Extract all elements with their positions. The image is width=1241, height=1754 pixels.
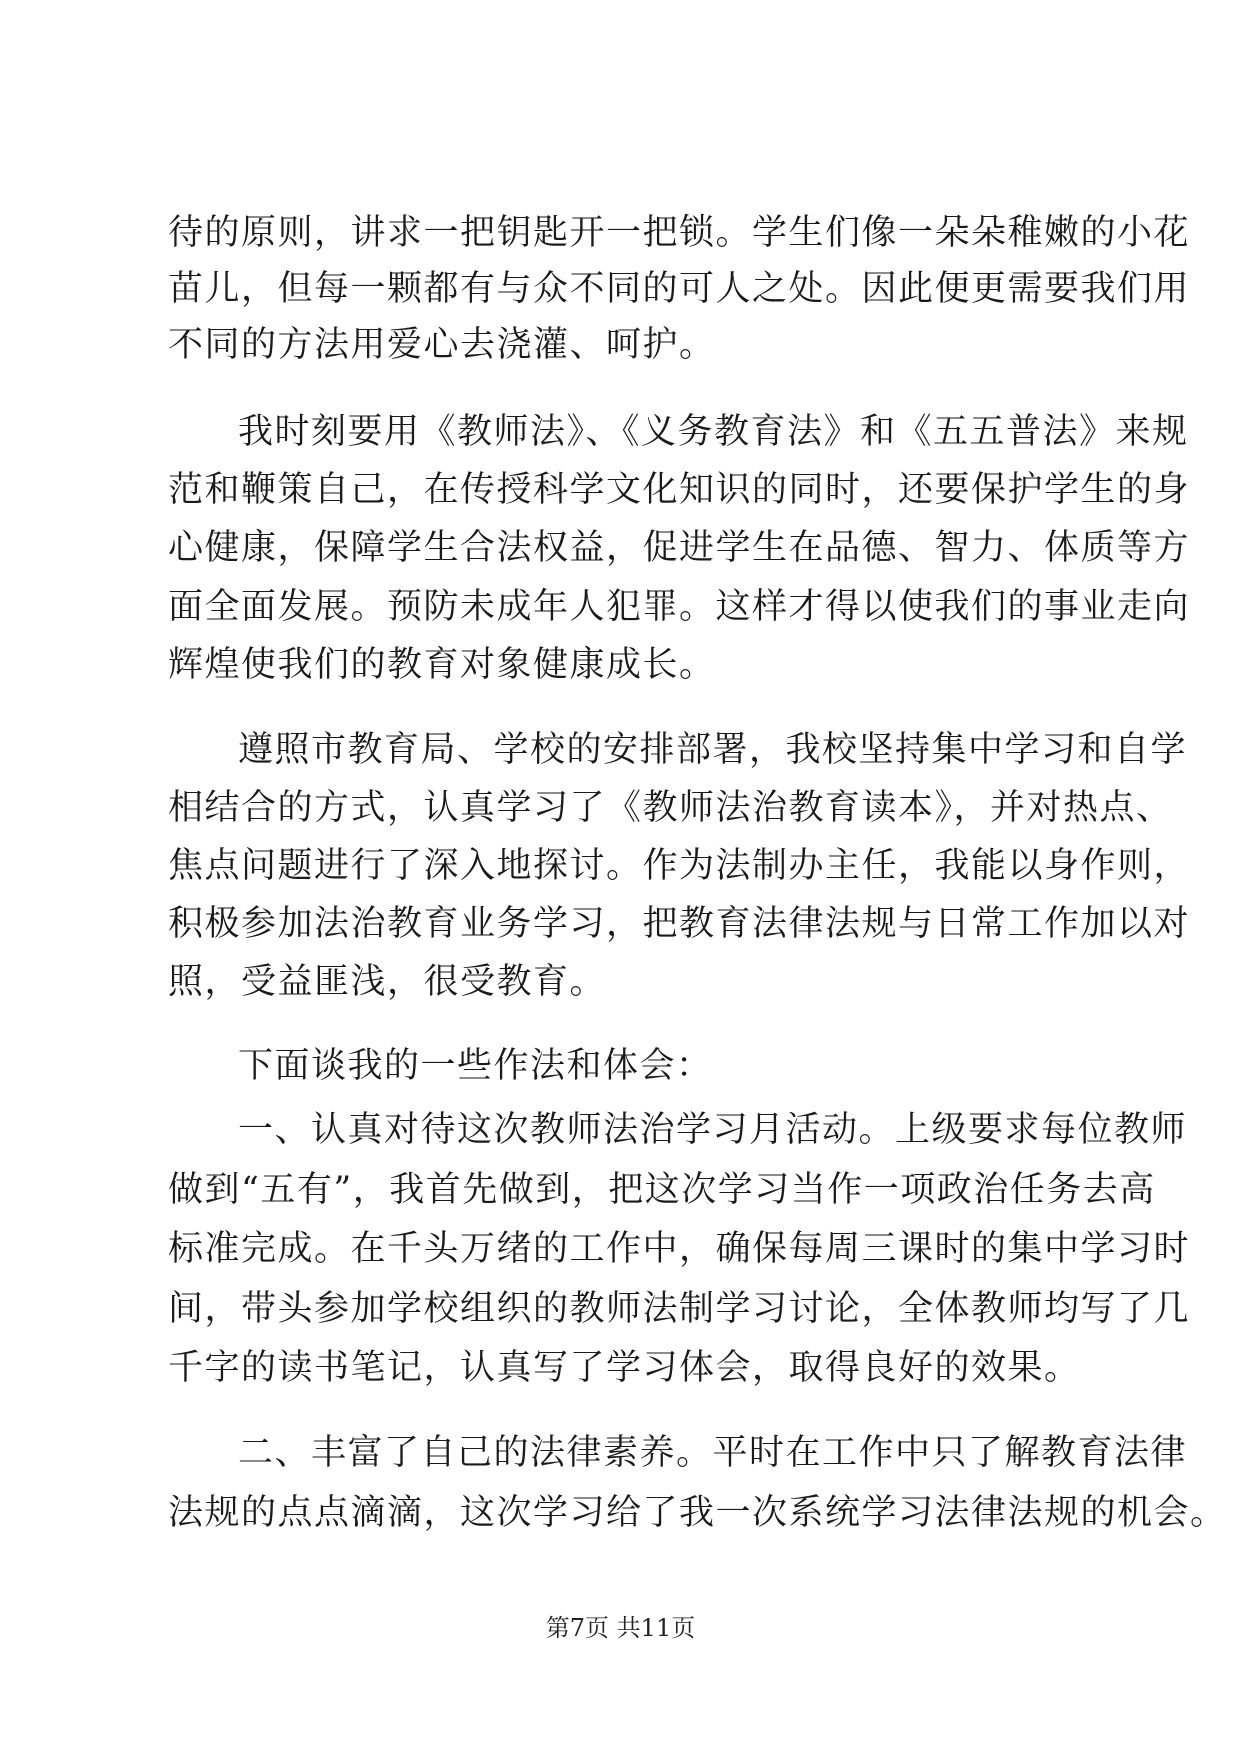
text-line: 不同的方法用爱心去浇灌、呵护。 xyxy=(168,325,716,365)
text-line: 标准完成。在千头万绪的工作中，确保每周三课时的集中学习时 xyxy=(168,1229,1191,1269)
text-line: 相结合的方式，认真学习了《教师法治教育读本》，并对热点、 xyxy=(168,788,1173,828)
text-line: 范和鞭策自己，在传授科学文化知识的同时，还要保护学生的身 xyxy=(168,470,1191,510)
page-number-footer: 第7页 共11页 xyxy=(545,1614,696,1642)
text-line: 面全面发展。预防未成年人犯罪。这样才得以使我们的事业走向 xyxy=(168,587,1191,627)
text-line: 辉煌使我们的教育对象健康成长。 xyxy=(168,645,716,685)
text-line: 千字的读书笔记，认真写了学习体会，取得良好的效果。 xyxy=(168,1348,1081,1388)
text-line: 照，受益匪浅，很受教育。 xyxy=(168,962,607,1002)
text-line: 心健康，保障学生合法权益，促进学生在品德、智力、体质等方 xyxy=(168,528,1191,568)
text-line: 我时刻要用《教师法》、《义务教育法》和《五五普法》来规 xyxy=(238,412,1189,452)
text-line: 法规的点点滴滴，这次学习给了我一次系统学习法律法规的机会。 xyxy=(168,1493,1227,1533)
text-line: 二、丰富了自己的法律素养。平时在工作中只了解教育法律 xyxy=(238,1433,1188,1473)
text-line: 焦点问题进行了深入地探讨。作为法制办主任，我能以身作则， xyxy=(168,846,1191,886)
text-line: 一、认真对待这次教师法治学习月活动。上级要求每位教师 xyxy=(238,1110,1188,1150)
text-line: 待的原则，讲求一把钥匙开一把锁。学生们像一朵朵稚嫩的小花 xyxy=(168,213,1191,253)
text-line: 间，带头参加学校组织的教师法制学习讨论，全体教师均写了几 xyxy=(168,1289,1191,1329)
text-line: 下面谈我的一些作法和体会： xyxy=(238,1046,713,1086)
text-line: 做到“五有”，我首先做到，把这次学习当作一项政治任务去高 xyxy=(168,1170,1156,1210)
text-line: 苗儿，但每一颗都有与众不同的可人之处。因此便更需要我们用 xyxy=(168,269,1191,309)
text-line: 遵照市教育局、学校的安排部署，我校坚持集中学习和自学 xyxy=(238,730,1188,770)
text-line: 积极参加法治教育业务学习，把教育法律法规与日常工作加以对 xyxy=(168,904,1191,944)
